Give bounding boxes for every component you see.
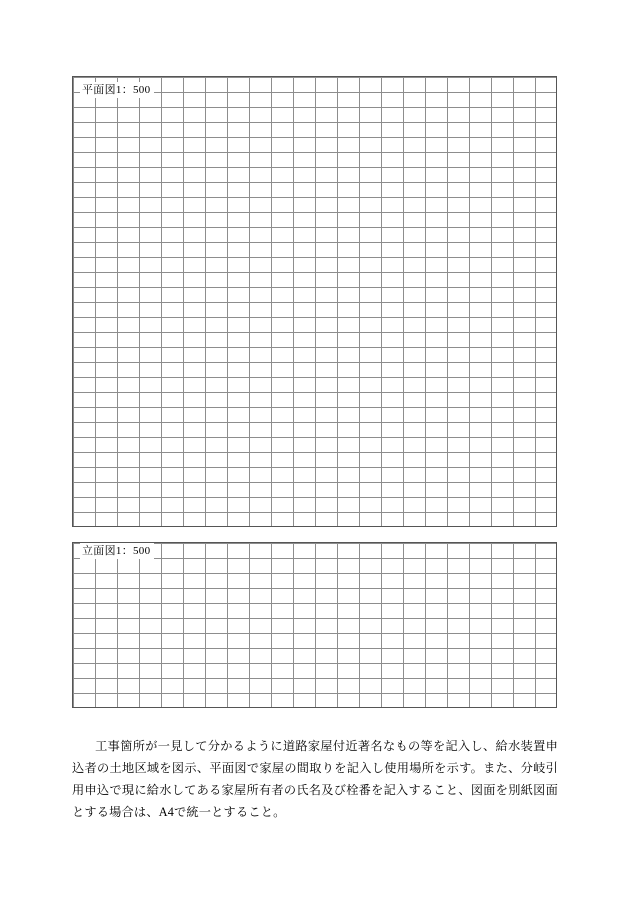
elevation-drawing-caption: 立面図1：500 <box>80 543 154 559</box>
plan-drawing-caption: 平面図1：500 <box>80 82 154 98</box>
instruction-note: 工事箇所が一見して分かるように道路家屋付近著名なもの等を記入し、給水装置申込者の土地区域を図示、平面図で家屋の間取りを記入し使用場所を示す。また、分岐引用申込で現に給水してある家屋所有者の氏名及び栓番を記入すること、図面を別紙図面とする場合は、A4で統一とすること。 <box>72 739 558 819</box>
elevation-drawing-grid <box>72 542 557 708</box>
plan-drawing-grid <box>72 76 557 527</box>
